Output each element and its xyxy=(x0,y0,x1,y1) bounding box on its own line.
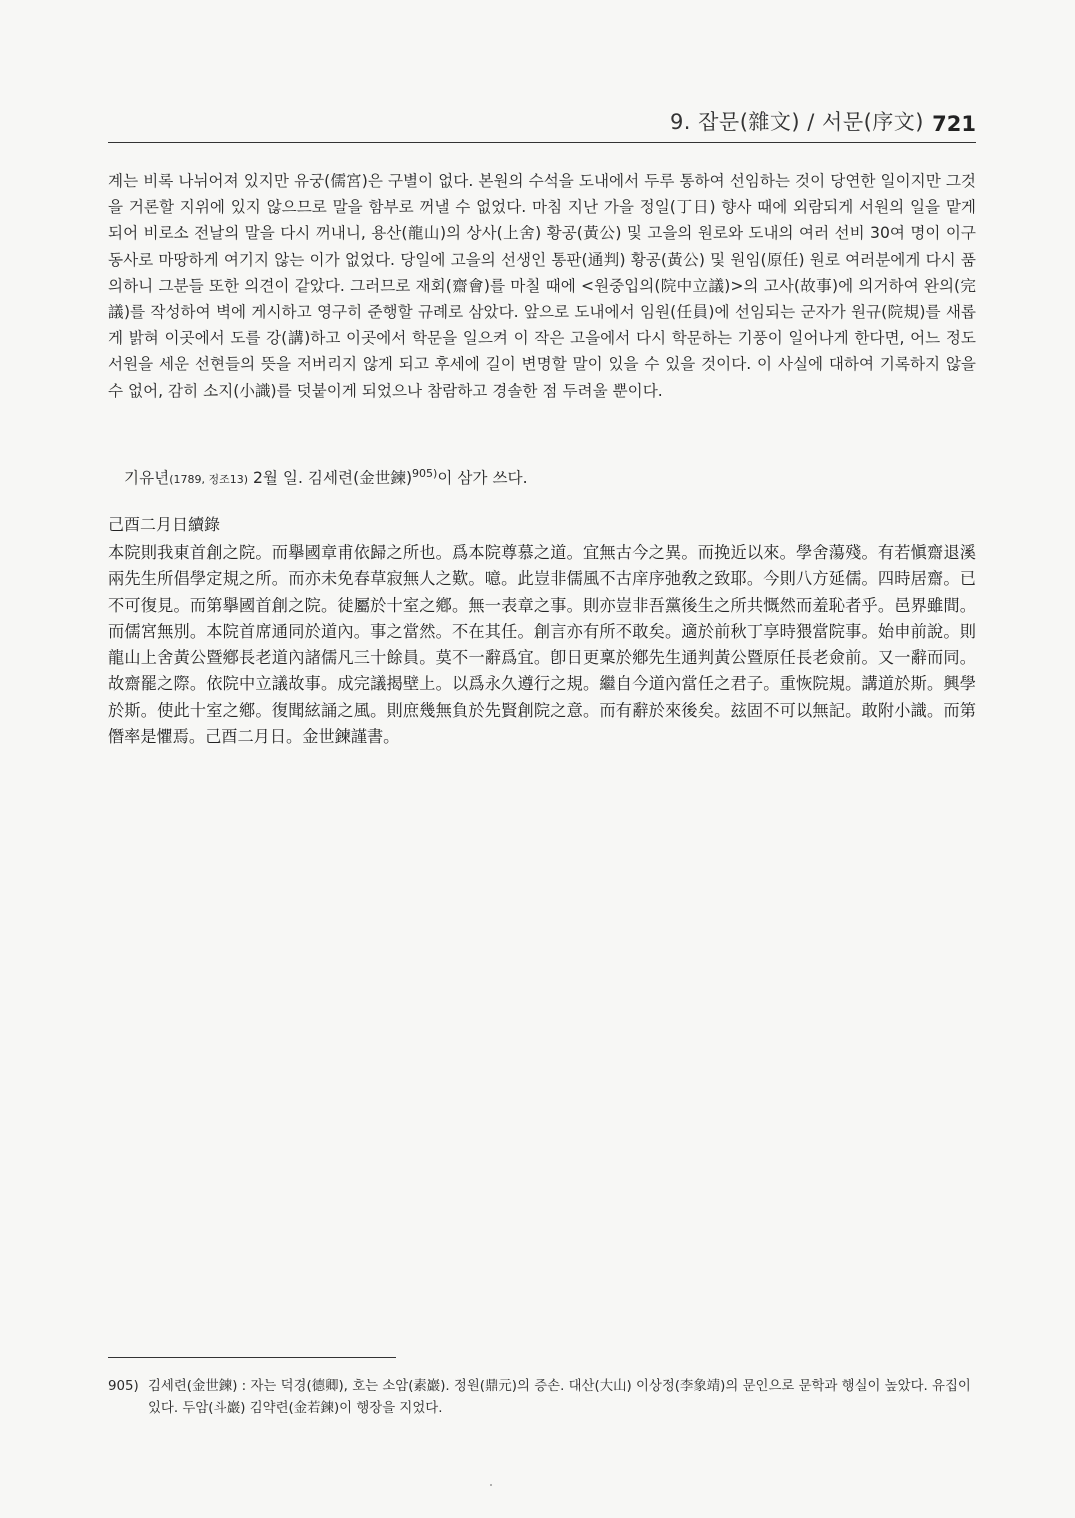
date-small-note: (1789, 정조13) xyxy=(169,473,249,486)
footnote-text: 김세련(金世鍊) : 자는 덕경(德卿), 호는 소암(素巖). 정원(鼎元)의 증손. 대산(大山) 이상정(李象靖)의 문인으로 문학과 행실이 높았다. 유집이 있다. 두암(斗巖) 김약련(金若鍊)이 행장을 지었다. xyxy=(148,1379,971,1416)
scan-speck xyxy=(490,1484,492,1486)
footnote-divider xyxy=(108,1357,396,1358)
date-prefix: 기유년 xyxy=(124,469,170,487)
footnote-reference: 905) xyxy=(412,466,438,480)
date-suffix: 이 삼가 쓰다. xyxy=(437,469,528,487)
translation-paragraph: 계는 비록 나뉘어져 있지만 유궁(儒宮)은 구별이 없다. 본원의 수석을 도내에서 두루 통하여 선임하는 것이 당연한 일이지만 그것을 거론할 지위에 있지 않으므로 말을 함부로 꺼낼 수 없었다. 마침 지난 가을 정일(丁日) 향사 때에 외람되게 서원의 일을 맡게 되어 비로소 전날의 말을 다시 꺼내니, 용산(龍山)의 상사(上舍) 황공(黃公) 및 고을의 원로와 도내의 여러 선비 30여 명이 이구동사로 마땅하게 여기지 않는 이가 없었다. 당일에 고을의 선생인 통판(通判) 황공(黃公) 및 원임(原任) 원로 여러분에게 다시 품의하니 그분들 또한 의견이 같았다. 그러므로 재회(齋會)를 마칠 때에 <원중입의(院中立議)>의 고사(故事)에 의거하여 완의(完議)를 작성하여 벽에 게시하고 영구히 준행할 규례로 삼았다. 앞으로 도내에서 임원(任員)에 선임되는 군자가 원규(院規)를 새롭게 밝혀 이곳에서 도를 강(講)하고 이곳에서 학문을 일으켜 이 작은 고을에서 다시 학문하는 기풍이 일어나게 한다면, 어느 정도 서원을 세운 선현들의 뜻을 저버리지 않게 되고 후세에 길이 변명할 말이 있을 수 있을 것이다. 이 사실에 대하여 기록하지 않을 수 없어, 감히 소지(小識)를 덧붙이게 되었으나 참람하고 경솔한 점 두려울 뿐이다. xyxy=(108,172,976,400)
footnote-number: 905) xyxy=(108,1379,139,1394)
date-middle: 2월 일. 김세련(金世鍊) xyxy=(248,469,413,487)
running-header xyxy=(108,106,976,143)
classical-chinese-record xyxy=(108,540,976,750)
date-signature-line xyxy=(124,466,528,488)
record-paragraph: 本院則我東首創之院。而擧國章甫依歸之所也。爲本院尊慕之道。宜無古今之異。而挽近以來。學舍蕩殘。有若愼齋退溪兩先生所倡學定規之所。而亦未免春草寂無人之歎。噫。此豈非儒風不古庠序弛敎之致耶。今則八方延儒。四時居齋。已不可復見。而第擧國首創之院。徒屬於十室之鄕。無一表章之事。則亦豈非吾黨後生之所共慨然而羞恥者乎。邑界雖間。而儒宮無別。本院首席通同於道內。事之當然。不在其任。創言亦有所不敢矣。適於前秋丁享時猥當院事。始申前說。則龍山上舍黃公暨鄕長老道內諸儒凡三十餘員。莫不一辭爲宜。卽日更稟於鄕先生通判黃公暨原任長老僉前。又一辭而同。故齋罷之際。依院中立議故事。成完議揭壁上。以爲永久遵行之規。繼自今道內當任之君子。重恢院規。講道於斯。興學於斯。使此十室之鄕。復聞絃誦之風。則庶幾無負於先賢創院之意。而有辭於來後矣。玆固不可以無記。敢附小識。而第僭率是懼焉。己酉二月日。金世鍊謹書。 xyxy=(108,543,976,747)
footnote xyxy=(108,1376,976,1420)
record-title: 己酉二月日續錄 xyxy=(108,515,221,534)
chapter-title: 9. 잡문(雜文) / 서문(序文) xyxy=(669,110,924,134)
korean-translation-body xyxy=(108,168,976,404)
page-number: 721 xyxy=(932,112,976,136)
